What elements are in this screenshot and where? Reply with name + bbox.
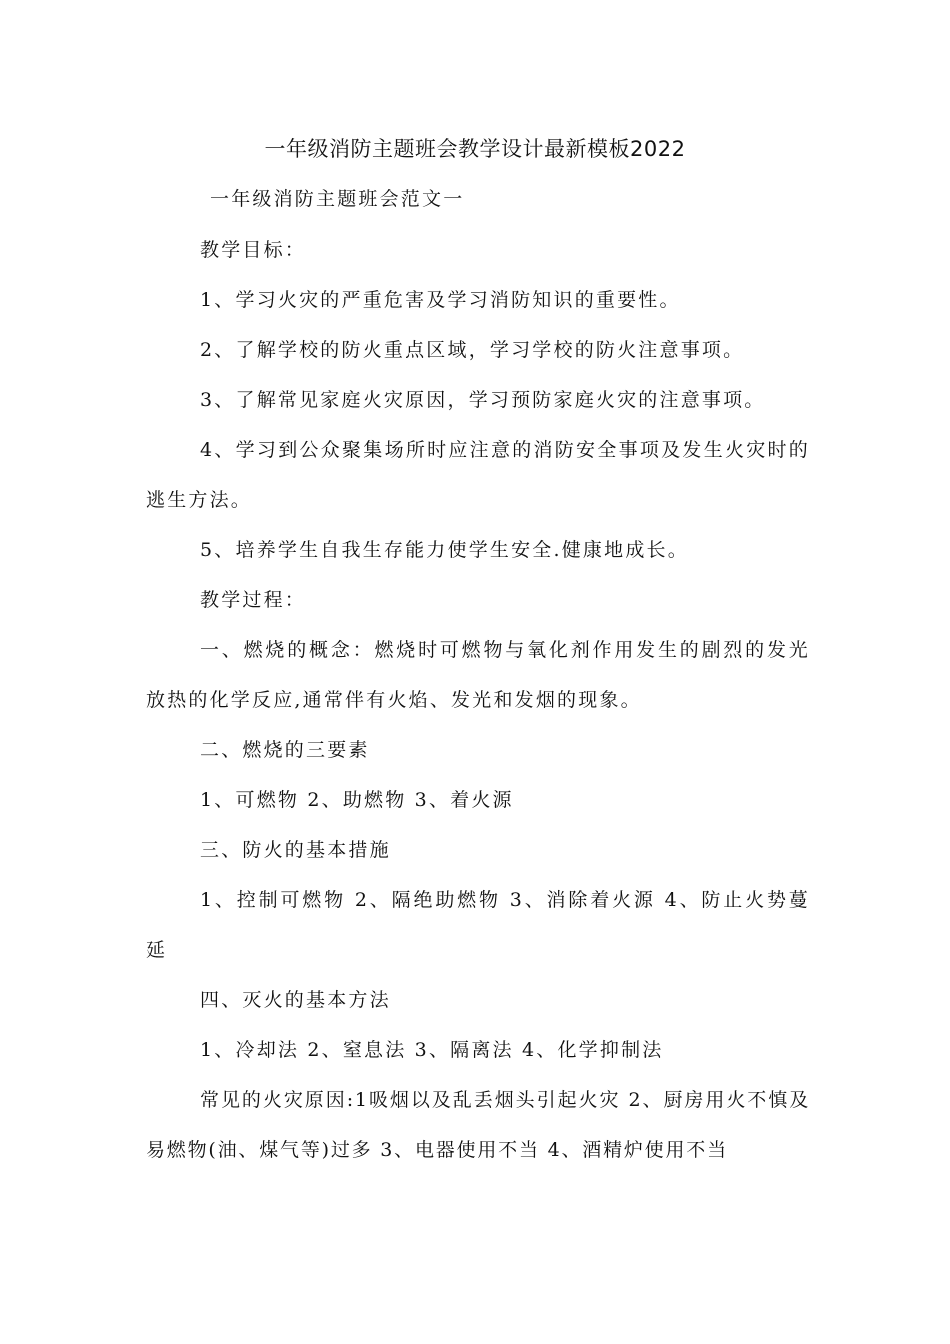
paragraph-goal-3: 3、了解常见家庭火灾原因，学习预防家庭火灾的注意事项。 (200, 389, 766, 411)
document-subtitle: 一年级消防主题班会范文一 (210, 188, 465, 210)
paragraph-teaching-goals-heading: 教学目标： (200, 239, 307, 261)
paragraph-extinguishing-methods: 1、冷却法 2、窒息法 3、隔离法 4、化学抑制法 (200, 1039, 664, 1061)
paragraph-extinguishing-heading: 四、灭火的基本方法 (200, 989, 391, 1011)
paragraph-goal-2: 2、了解学校的防火重点区域，学习学校的防火注意事项。 (200, 339, 745, 361)
paragraph-process-heading: 教学过程： (200, 589, 307, 611)
document-title: 一年级消防主题班会教学设计最新模板2022 (264, 137, 686, 161)
paragraph-combustion-concept: 一、燃烧的概念：燃烧时可燃物与氧化剂作用发生的剧烈的发光放热的化学反应,通常伴有火焰、发光和发烟的现象。 (146, 639, 810, 711)
paragraph-fire-prevention-measures: 1、控制可燃物 2、隔绝助燃物 3、消除着火源 4、防止火势蔓延 (146, 889, 810, 961)
paragraph-three-elements: 1、可燃物 2、助燃物 3、着火源 (200, 789, 514, 811)
paragraph-goal-1: 1、学习火灾的严重危害及学习消防知识的重要性。 (200, 289, 681, 311)
paragraph-fire-prevention-heading: 三、防火的基本措施 (200, 839, 391, 861)
paragraph-fire-causes: 常见的火灾原因:1吸烟以及乱丢烟头引起火灾 2、厨房用火不慎及易燃物(油、煤气等)过多 3、电器使用不当 4、酒精炉使用不当 (146, 1089, 810, 1161)
paragraph-three-elements-heading: 二、燃烧的三要素 (200, 739, 370, 761)
paragraph-goal-5: 5、培养学生自我生存能力使学生安全.健康地成长。 (200, 539, 689, 561)
paragraph-goal-4: 4、学习到公众聚集场所时应注意的消防安全事项及发生火灾时的逃生方法。 (146, 439, 810, 511)
